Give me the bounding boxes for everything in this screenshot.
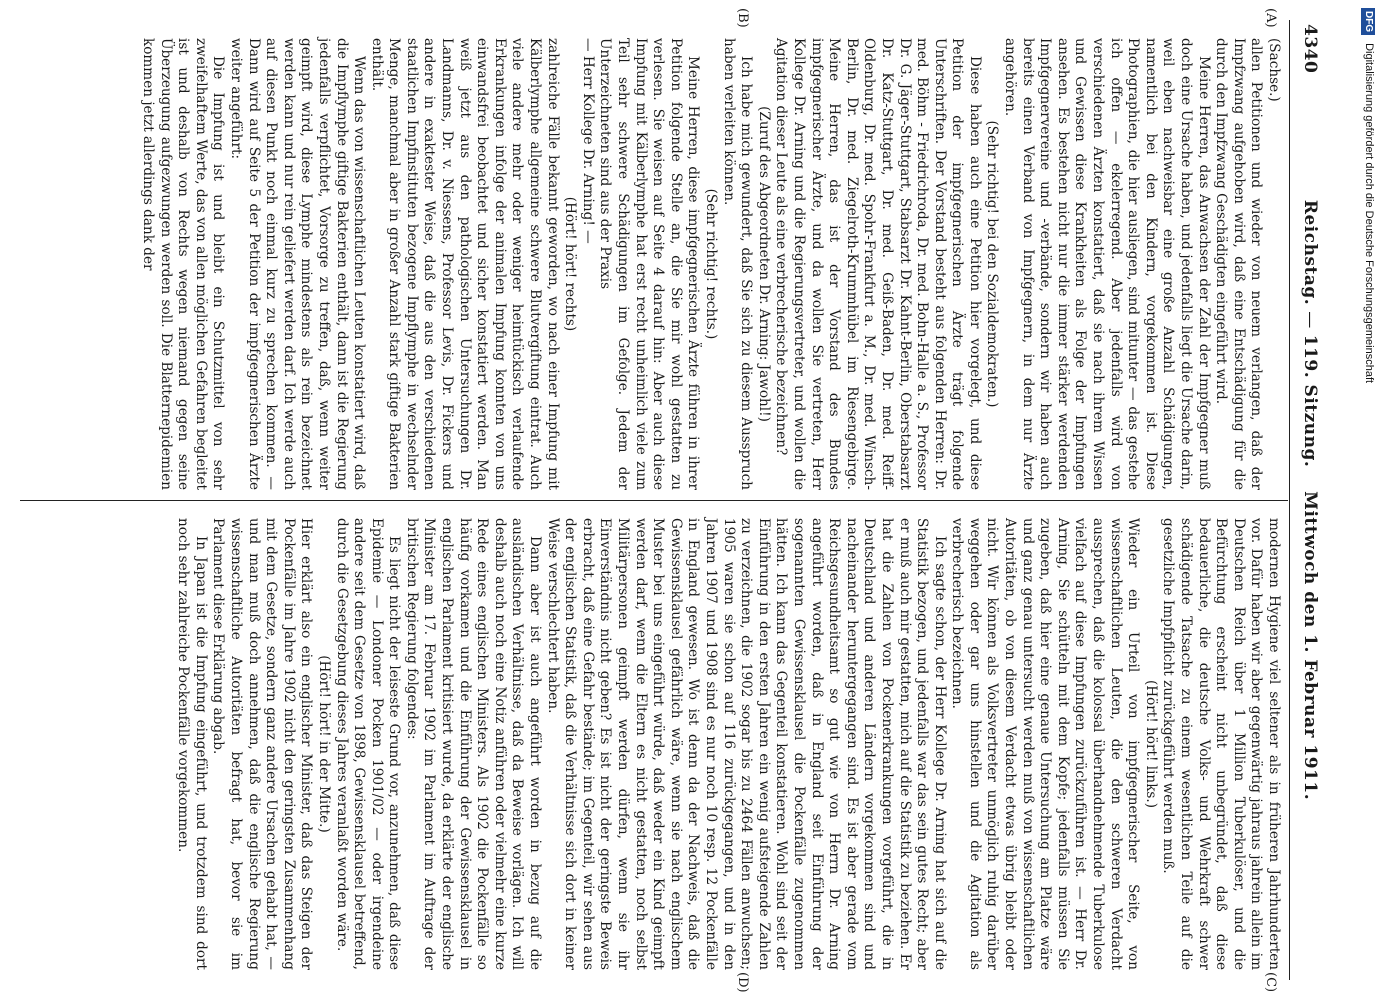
paragraph: In Japan ist die Impfung eingeführt, und trotzdem sind dort noch sehr zahlreiche Pockenfälle vorgekommen.: [175, 518, 209, 970]
paragraph: — Herr Kollege Dr. Arning! —: [579, 38, 596, 244]
digitization-credit: Digitalisierung gefördert durch die Deutsche Forschungsgemeinschaft: [1363, 43, 1375, 384]
paragraph: (Sehr richtig! bei den Sozialdemokraten.): [984, 120, 1001, 408]
paragraph: (Hört! hört! links.): [1142, 679, 1159, 809]
text-column-left: [138, 38, 1282, 490]
dfg-logo: DFG: [1361, 8, 1375, 35]
text-column-right: [174, 518, 1282, 970]
header-session: 119. Sitzung.: [1300, 334, 1320, 468]
margin-mark-a: (A): [1263, 8, 1278, 28]
paragraph: (Hört! hört! rechts): [562, 196, 579, 332]
paragraph: (Sachse.): [1266, 38, 1282, 102]
paragraph: zahlreiche Fälle bekannt geworden, wo nach einer Impfung mit Kälberlymphe allgemeine schwere Blutvergiftung eintrat. Auch viele andere mehr oder weniger heimtückisch verlaufende Erkrankungen infolge der animalen Impfung konnten von uns einwandsfrei beobachtet und sicher konstatiert werden. Man weiß jetzt aus den pathologischen Untersuchungen Dr. Landmanns, Dr. v. Niessens, Professor Levis, Dr. Fickers und andere in exaktester Weise, daß die aus den verschiedenen staatlichen Impfinstituten bezogene Impflymphe in wechselnder Menge, manchmal aber in großer Anzahl stark giftige Bakterien enthält.: [368, 38, 561, 490]
paragraph: Wieder ein Urteil von impfgegnerischer Seite, von wissenschaftlichen Leuten, die den schweren Verdacht aussprechen, daß die kolossal überhandnehmende Tuberkulose vielfach auf diese Impfungen zurückzuführen ist. — Herr Dr. Arning, Sie schütteln mit dem Kopfe; jedenfalls müssen Sie zugeben, daß hier eine genaue Untersuchung am Platze wäre und ganz genau untersucht werden muß von wissenschaftlichen Autoritäten, ob von diesem Verdacht etwas übrig bleibt oder nicht. Wir können als Volksvertreter unmöglich ruhig darüber weggehen oder gar uns hinstellen und die Agitation als verbrecherisch bezeichnen.: [949, 518, 1142, 970]
paragraph: Hier erklärt also ein englischer Minister, daß das Steigen der Pockenfälle im Jahre 1902 nicht den geringsten Zusammenhang mit dem Gesetze, sondern ganz andere Ursachen gehabt hat, — und man muß doch annehmen, daß die englische Regierung wissenschaftliche Autoritäten befragt hat, bevor sie im Parlament diese Erklärung abgab.: [210, 518, 315, 970]
margin-mark-c: (C): [1263, 972, 1278, 993]
paragraph: Die Impfung ist und bleibt ein Schutzmittel von sehr zweifelhaftem Werte, das von allen möglichen Gefahren begleitet ist und deshalb von Rechts wegen niemand gegen seine Überzeugung aufgezwungen werden soll. Die Blatternepidemien kommen jetzt allerdings dank der: [140, 38, 227, 490]
page-number: 4340: [1300, 24, 1320, 74]
digitization-credit-strip: [1358, 8, 1380, 992]
paragraph: modernen Hygiene viel seltener als in früheren Jahrhunderten vor. Dafür haben wir aber gegenwärtig jahraus jahrein allein im Deutschen Reich über 1 Million Tuberkulöser, und die Befürchtung erscheint nicht unbegründet, daß diese bedauerliche, die deutsche Volks- und Wehrkraft schwer schädigende Tatsache zu einem wesentlichen Teile auf die gesetzliche Impfpflicht zurückgeführt werden muß.: [1160, 518, 1282, 970]
paragraph: Meine Herren, das Anwachsen der Zahl der Impfgegner muß doch eine Ursache haben, und jedenfalls liegt die Ursache darin, weil eben nachweisbar eine große Anzahl Schädigungen, namentlich bei den Kindern, vorgekommen ist. Diese Photographien, die hier ausliegen, sind mitunter — das gestehe ich offen — ekelerregend. Aber jedenfalls wird von verschiedenen Ärzten konstatiert, daß sie nach ihrem Wissen und Gewissen diese Krankheiten als Folge der Impfungen ansehen. Es bestehen nicht nur die immer stärker werdenden Impfgegnervereine und -verbände, sondern wir haben auch bereits einen Verband von Impfgegnern, in dem nur Ärzte angehören.: [1002, 38, 1212, 490]
paragraph: Diese haben auch eine Petition hier vorgelegt, und diese Petition der impfgegnerischen Ärzte trägt folgende Unterschriften. Der Vorstand besteht aus folgenden Herren: Dr. med. Böhm - Friedrichroda, Dr. med. Bohn-Halle a. S., Professor Dr. G. Jäger-Stuttgart, Stabsarzt Dr. Kahnt-Berlin, Oberstabsarzt Dr. Katz-Stuttgart, Dr. med. Geiß-Baden, Dr. med. Reiff-Oldenburg, Dr. med. Spohr-Frankfurt a. M., Dr. med. Winsch-Berlin, Dr. med. Ziegelroth-Krummhübel im Riesengebirge. Meine Herren, das ist der Vorstand des Bundes impfgegnerischer Ärzte, und da wollen Sie vertreten, Herr Kollege Dr. Arning und die Regierungsvertreter, und wollen die Agitation dieser Leute als eine verbrecherische bezeichnen?: [773, 38, 983, 490]
margin-mark-b: (B): [735, 8, 750, 28]
paragraph: (Hört! hört! in der Mitte.): [315, 655, 332, 833]
paragraph: allen Petitionen und wieder von neuem verlangen, daß der Impfzwang aufgehoben wird, daß eine Entschädigung für die durch den Impfzwang Geschädigten eingeführt wird.: [1213, 38, 1265, 490]
paragraph: Ich sagte schon, der Herr Kollege Dr. Arning hat sich auf die Statistik bezogen, und jedenfalls war das sein gutes Recht; aber er muß auch mir gestatten, mich auf die Statistik zu beziehen. Er hat die Zahlen von Pockenerkrankungen vorgeführt, die in Deutschland und anderen Ländern vorgekommen sind und nacheinander heruntergegangen sind. Es ist aber gerade vom Reichsgesundheitsamt so gut wie von Herrn Dr. Arning angeführt worden, daß in England seit Einführung der sogenannten Gewissensklausel die Pockenfälle zugenommen hätten. Ich kann das Gegenteil konstatieren. Wohl sind seit der Einführung in den ersten Jahren ein wenig aufsteigende Zahlen zu verzeichnen, die 1902 sogar bis zu 2464 Fällen anwuchsen; 1905 waren sie schon auf 116 zurückgegangen, und in den Jahren 1907 und 1908 sind es nur noch 10 resp. 12 Pockenfälle in England gewesen. Wo ist denn da der Nachweis, daß die Gewissensklausel gefährlich wäre, wenn sie nach englischem Muster bei uns eingeführt würde, daß weder ein Kind geimpft werden darf, wenn die Eltern es nicht gestatten, noch selbst Militärpersonen geimpft werden dürfen, wenn sie ihr Einverständnis nicht geben? Es ist nicht der geringste Beweis erbracht, daß eine Gefahr bestände; im Gegenteil, wir sehen aus der englischen Statistik, daß die Verhältnisse sich dort in keiner Weise verschlechtert haben.: [544, 518, 948, 970]
margin-mark-d: (D): [735, 972, 750, 993]
paragraph: Meine Herren, diese impfgegnerischen Ärzte führen in ihrer Petition folgende Stelle an, die Sie mir wohl gestatten zu verlesen. Sie weisen auf Seite 4 darauf hin: Aber auch diese Impfung mit Kälberlymphe hat erst recht unheimlich viele zum Teil sehr schwere Schädigungen im Gefolge. Jedem der Unterzeichneten sind aus der Praxis: [597, 38, 702, 490]
paragraph: Wenn das von wissenschaftlichen Leuten konstatiert wird, daß die Impflymphe giftige Bakterien enthält, dann ist die Regierung jedenfalls verpflichtet, Vorsorge zu treffen, daß, wenn weiter geimpft wird, diese Lymphe mindestens als rein bezeichnet werden kann und nur rein geliefert werden darf. Ich werde auch auf diesen Punkt noch einmal kurz zu sprechen kommen. — Dann wird auf Seite 5 der Petition der impfgegnerischen Ärzte weiter angeführt:: [227, 38, 368, 490]
header-date: Mittwoch den 1. Februar 1911.: [1300, 491, 1320, 801]
paragraph: Dann aber ist auch angeführt worden in bezug auf die ausländischen Verhältnisse, daß da Beweise vorlägen. Ich will deshalb auch noch eine Notiz anführen oder vielmehr eine kurze Rede eines englischen Ministers. Als 1902 die Pockenfälle so häufig vorkamen und die Einführung der Gewissensklausel in englischen Parlament kritisiert wurde, da erklärte der englische Minister am 17. Februar 1902 im Parlament im Auftrage der britischen Regierung folgendes:: [403, 518, 544, 970]
paragraph: (Sehr richtig! rechts.): [703, 188, 719, 340]
header-title: Reichstag.: [1300, 199, 1320, 306]
paragraph: Es liegt nicht der leiseste Grund vor, anzunehmen, daß diese Epidemie — Londoner Pocken 1901/02 — oder irgendeine andere seit dem Gesetze von 1898, Gewissensklausel betreffend, durch die Gesetzgebung dieses Jahres veranlaßt worden wäre.: [333, 518, 403, 970]
paragraph: Ich habe mich gewundert, daß Sie sich zu diesem Ausspruch haben verleiten können.: [720, 38, 755, 490]
paragraph: (Zuruf des Abgeordneten Dr. Arning: Jawohl!): [755, 106, 772, 422]
header-rule: [1289, 20, 1290, 980]
page-header: Reichstag.—119. Sitzung. Mittwoch den 1. Februar 1911.: [1300, 199, 1320, 801]
column-divider: [20, 500, 1288, 501]
